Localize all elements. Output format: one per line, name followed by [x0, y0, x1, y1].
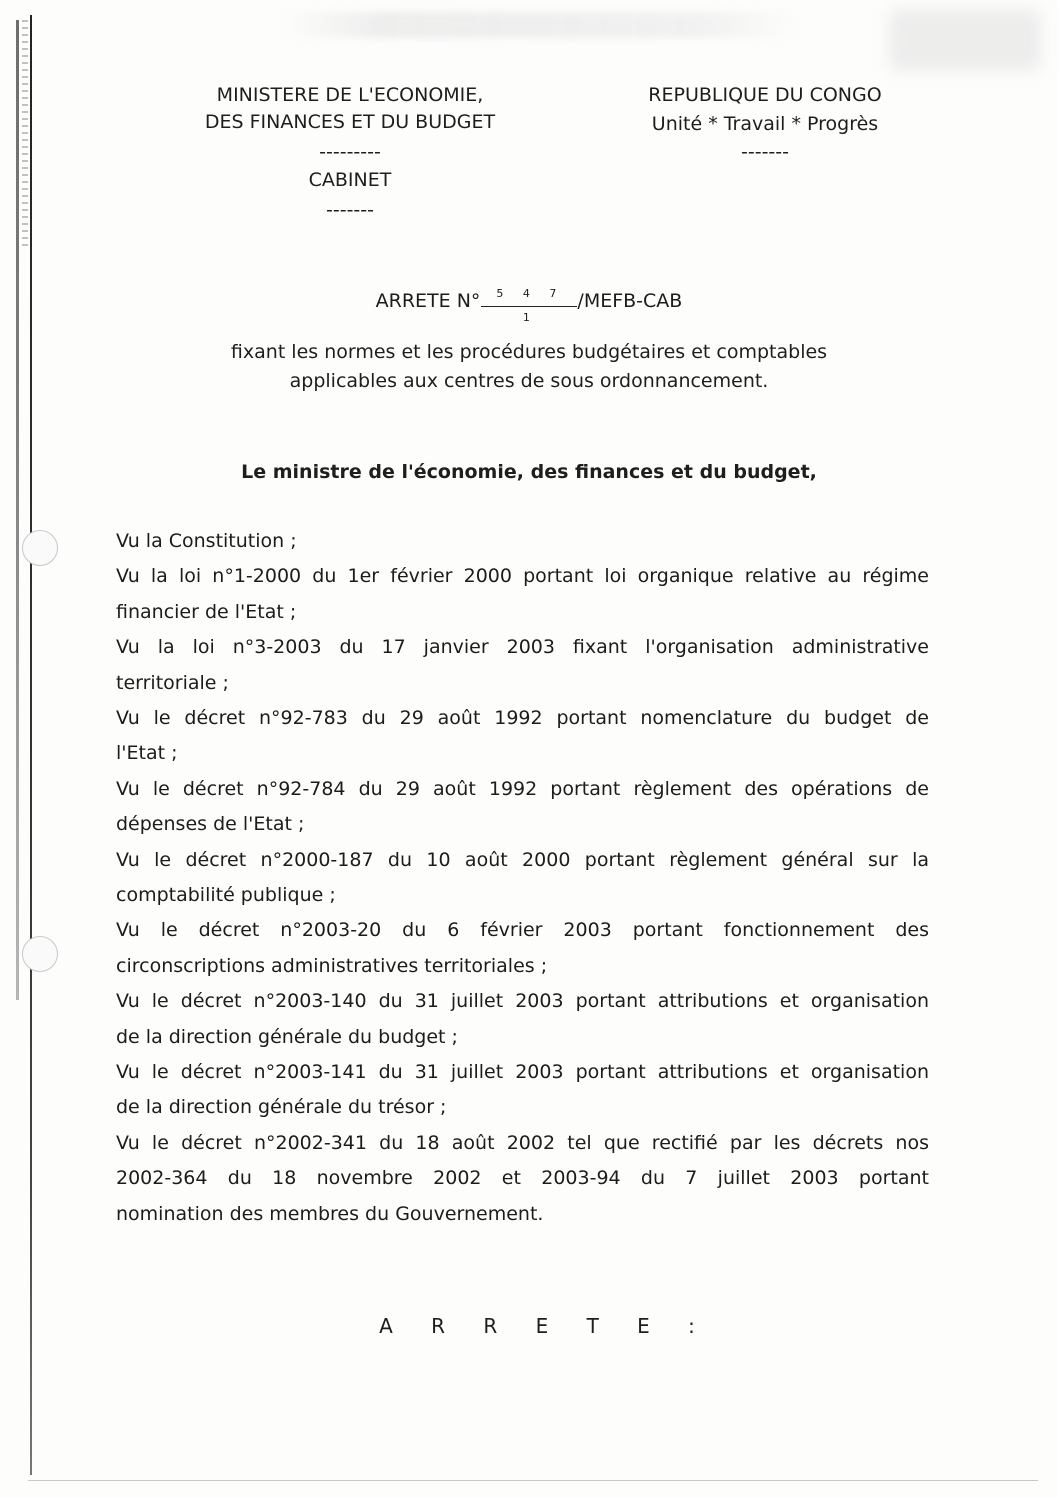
arrete-number-blank: [481, 287, 577, 324]
arrete-subtitle-line2: applicables aux centres de sous ordonnancement.: [289, 370, 769, 392]
arrete-title: [0, 287, 1058, 324]
visa-line: de la direction générale du trésor ;: [116, 1096, 447, 1118]
ministry-name: MINISTERE DE L'ECONOMIE,: [216, 84, 484, 106]
visa-line: Vu le décret n°2002-341 du 18 août 2002 tel que rectifié par les décrets nos: [116, 1132, 929, 1154]
visa-line: nomination des membres du Gouvernement.: [116, 1203, 544, 1225]
arrete-prefix: ARRETE N°: [375, 290, 481, 312]
header-separator: -------: [326, 199, 374, 221]
visa-line: circonscriptions administratives territoriales ;: [116, 955, 548, 977]
scan-edge: [28, 1480, 1038, 1481]
scan-smudge: [280, 12, 800, 38]
visa-line: comptabilité publique ;: [116, 884, 336, 906]
scan-edge: [16, 20, 19, 1000]
visa-line: Vu la Constitution ;: [116, 530, 297, 552]
visa-line: Vu la loi n°1-2000 du 1er février 2000 portant loi organique relative au régime: [116, 565, 929, 587]
office-name: CABINET: [308, 169, 392, 191]
visa-line: Vu le décret n°2000-187 du 10 août 2000 portant règlement général sur la: [116, 849, 929, 871]
minister-heading: Le ministre de l'économie, des finances et du budget,: [241, 461, 817, 483]
visa-line: Vu le décret n°2003-20 du 6 février 2003 portant fonctionnement des: [116, 919, 929, 941]
national-motto: Unité * Travail * Progrès: [651, 113, 879, 135]
visa-line: financier de l'Etat ;: [116, 601, 297, 623]
visa-line: Vu le décret n°2003-141 du 31 juillet 2003 portant attributions et organisation: [116, 1061, 929, 1083]
arrete-subtitle: fixant les normes et les procédures budgétaires et comptables: [230, 341, 828, 363]
punch-hole: [22, 936, 58, 972]
visa-line: Vu le décret n°2003-140 du 31 juillet 2003 portant attributions et organisation: [116, 990, 929, 1012]
scan-edge: [30, 15, 32, 1475]
visa-line: Vu le décret n°92-783 du 29 août 1992 portant nomenclature du budget de: [116, 707, 929, 729]
visa-line: de la direction générale du budget ;: [116, 1026, 458, 1048]
decision-heading: A R R E T E :: [379, 1314, 711, 1338]
visa-line: territoriale ;: [116, 672, 229, 694]
country-name: REPUBLIQUE DU CONGO: [648, 84, 882, 106]
arrete-suffix: /MEFB-CAB: [577, 290, 683, 312]
visa-line: Vu la loi n°3-2003 du 17 janvier 2003 fixant l'organisation administrative: [116, 636, 929, 658]
scan-smudge: [890, 10, 1040, 70]
visa-line: Vu le décret n°92-784 du 29 août 1992 portant règlement des opérations de: [116, 778, 929, 800]
visa-line: dépenses de l'Etat ;: [116, 813, 305, 835]
scan-edge: [22, 20, 28, 250]
header-separator: -------: [741, 141, 789, 163]
ministry-name-line2: DES FINANCES ET DU BUDGET: [204, 111, 496, 133]
arrete-number: 5 4 7 1: [496, 287, 565, 324]
visa-line: 2002-364 du 18 novembre 2002 et 2003-94 du 7 juillet 2003 portant: [116, 1167, 929, 1189]
header-separator: ---------: [319, 141, 381, 163]
punch-hole: [22, 530, 58, 566]
visa-line: l'Etat ;: [116, 742, 178, 764]
